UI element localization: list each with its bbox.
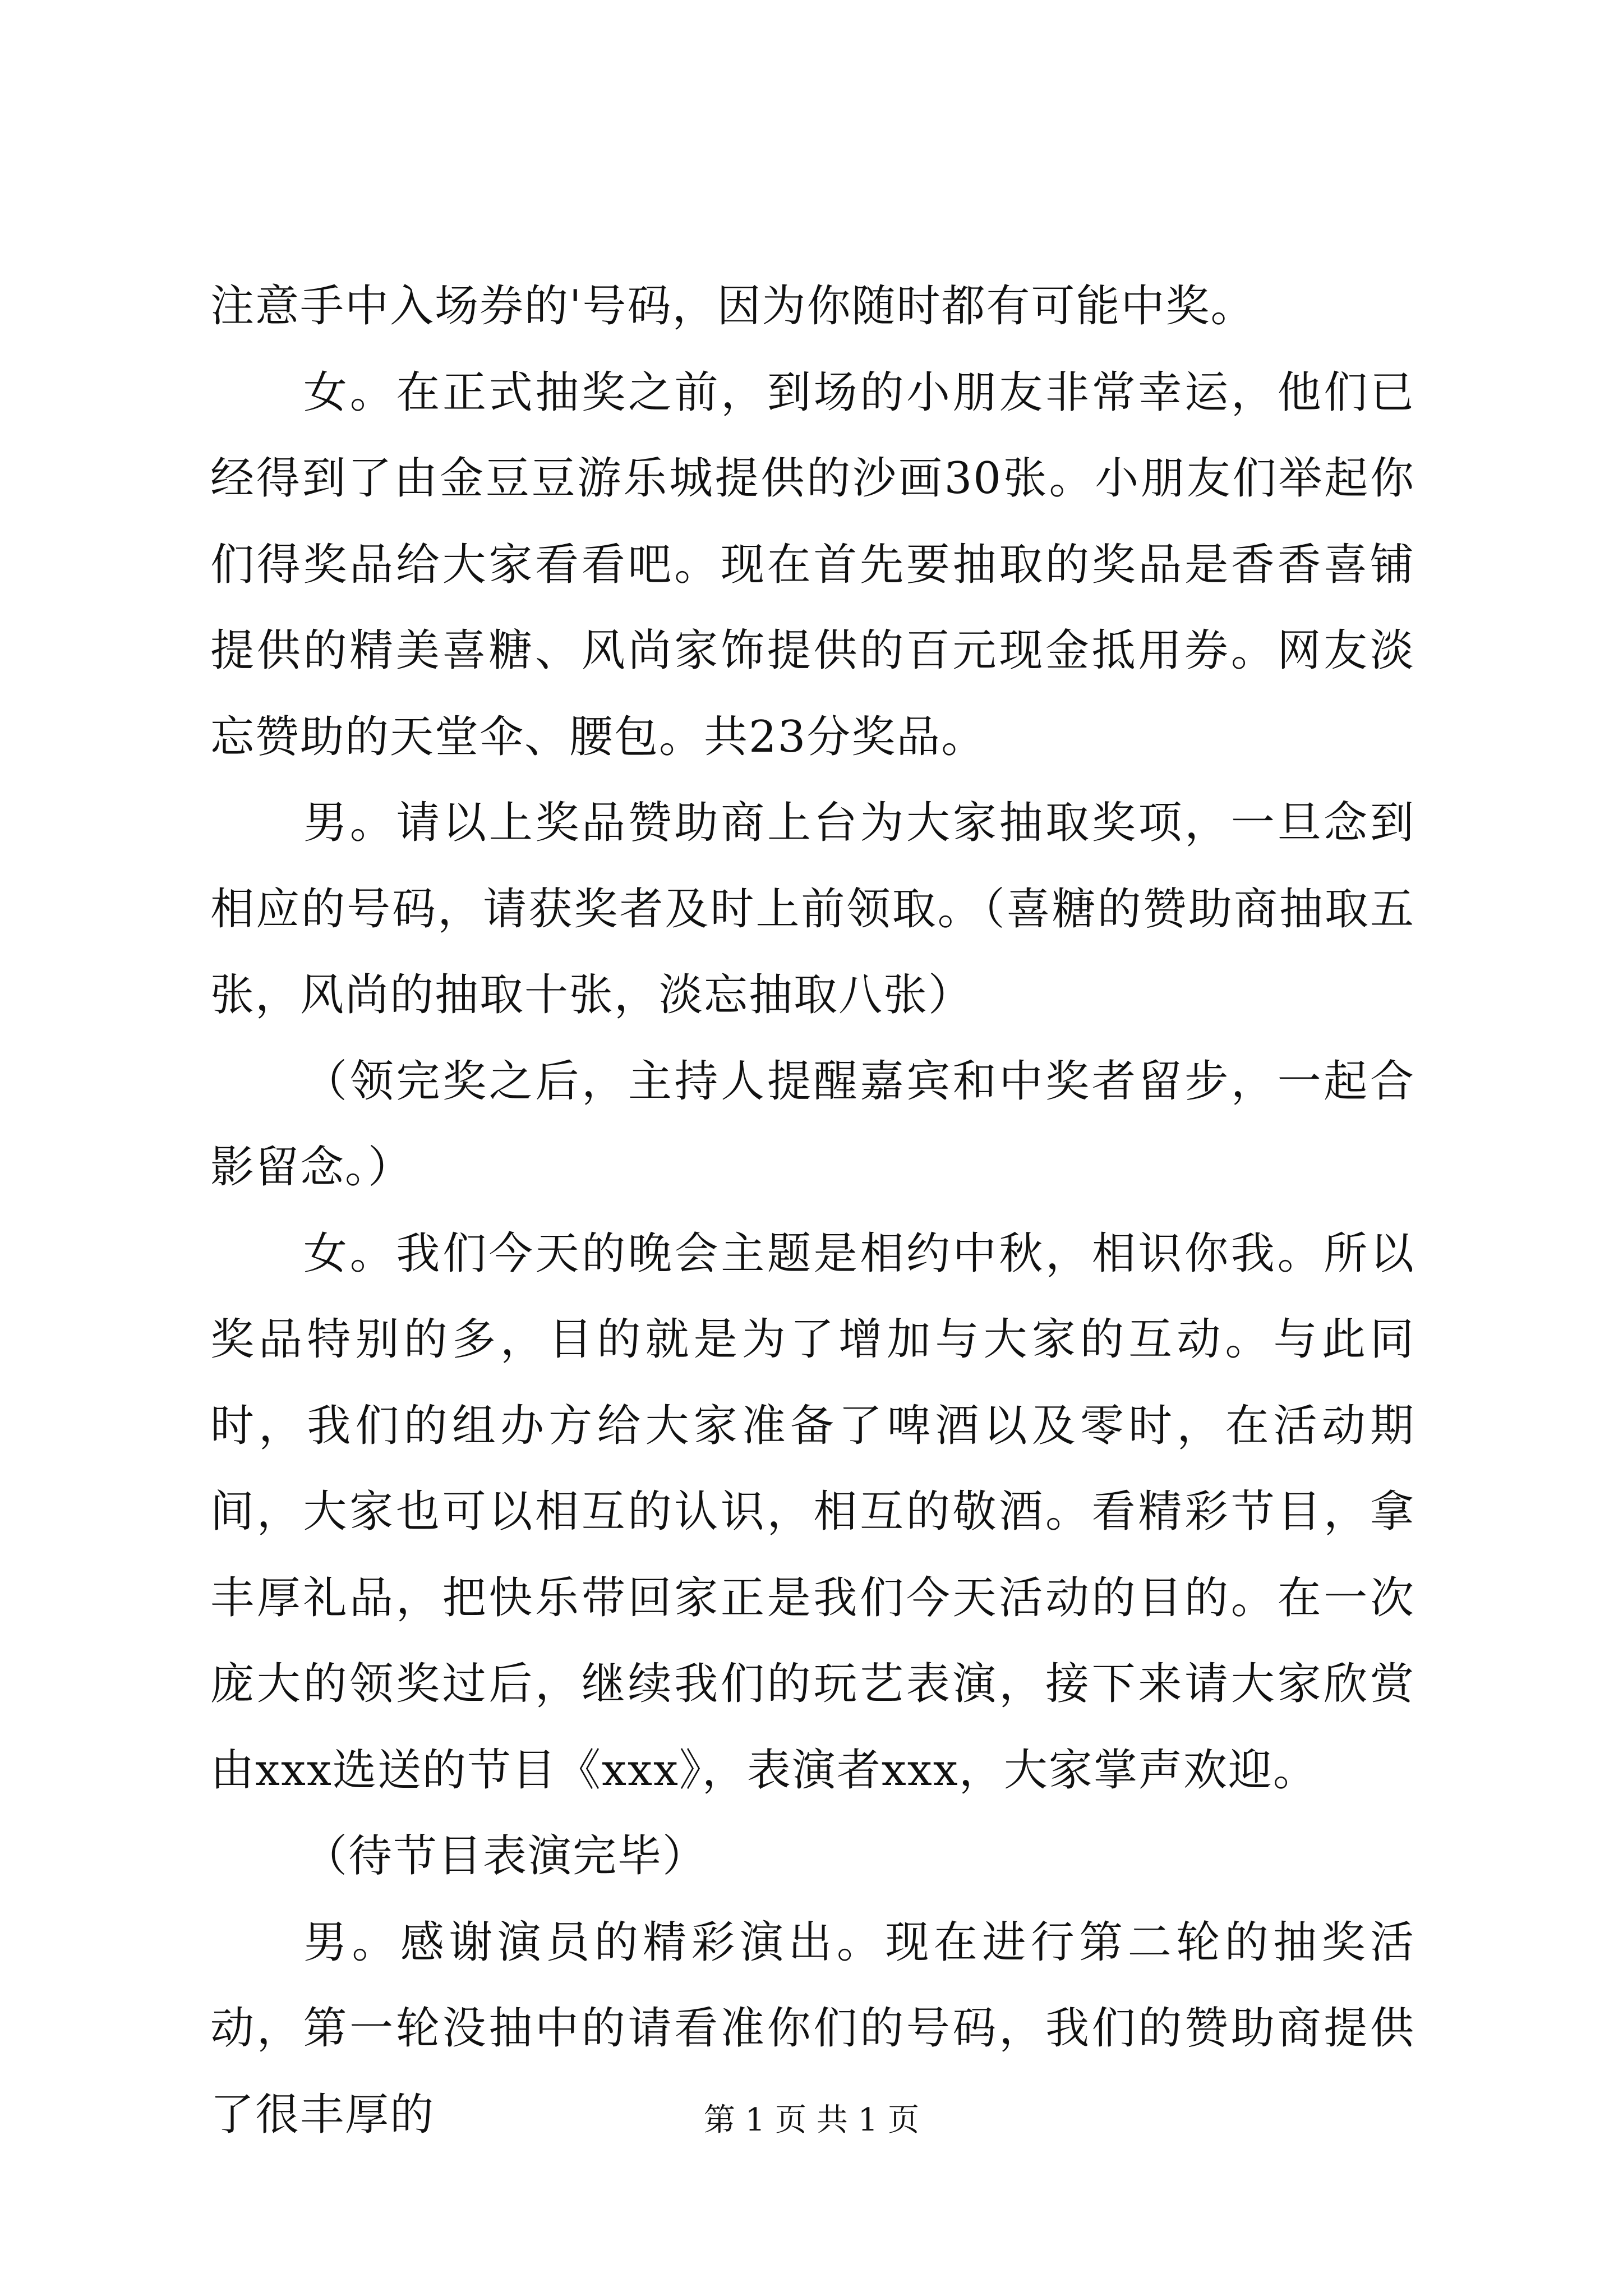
paragraph-stage-note-performance: （待节目表演完毕） [303,1831,708,1881]
document-body [210,264,1415,2158]
page-footer: 第 1 页 共 1 页 [703,2102,920,2138]
paragraph-female-host-prizes: 女。在正式抽奖之前，到场的小朋友非常幸运，他们已经得到了由金豆豆游乐城提供的沙画30张。小朋友们举起你们得奖品给大家看看吧。现在首先要抽取的奖品是香香喜铺提供的精美喜糖、风尚家饰提供的百元现金抵用券。网友淡忘赞助的天堂伞、腰包。共23分奖品。 [210,367,1415,762]
paragraph-stage-note-photo: （领完奖之后，主持人提醒嘉宾和中奖者留步，一起合影留念。） [210,1056,1415,1193]
paragraph-male-host-second-round: 男。感谢演员的精彩演出。现在进行第二轮的抽奖活动，第一轮没抽中的请看准你们的号码，我们的赞助商提供了很丰厚的 [210,1917,1415,2140]
paragraph-female-host-theme: 女。我们今天的晚会主题是相约中秋，相识你我。所以奖品特别的多，目的就是为了增加与大家的互动。与此同时，我们的组办方给大家准备了啤酒以及零时，在活动期间，大家也可以相互的认识，相互的敬酒。看精彩节目，拿丰厚礼品，把快乐带回家正是我们今天活动的目的。在一次庞大的领奖过后，继续我们的玩艺表演，接下来请大家欣赏由xxx选送的节目《xxx》，表演者xxx，大家掌声欢迎。 [210,1228,1415,1796]
paragraph-male-host-drawing: 男。请以上奖品赞助商上台为大家抽取奖项，一旦念到相应的号码，请获奖者及时上前领取。（喜糖的赞助商抽取五张，风尚的抽取十张，淡忘抽取八张） [210,798,1415,1020]
paragraph-continued: 注意手中入场券的'号码，因为你随时都有可能中奖。 [210,281,1256,332]
